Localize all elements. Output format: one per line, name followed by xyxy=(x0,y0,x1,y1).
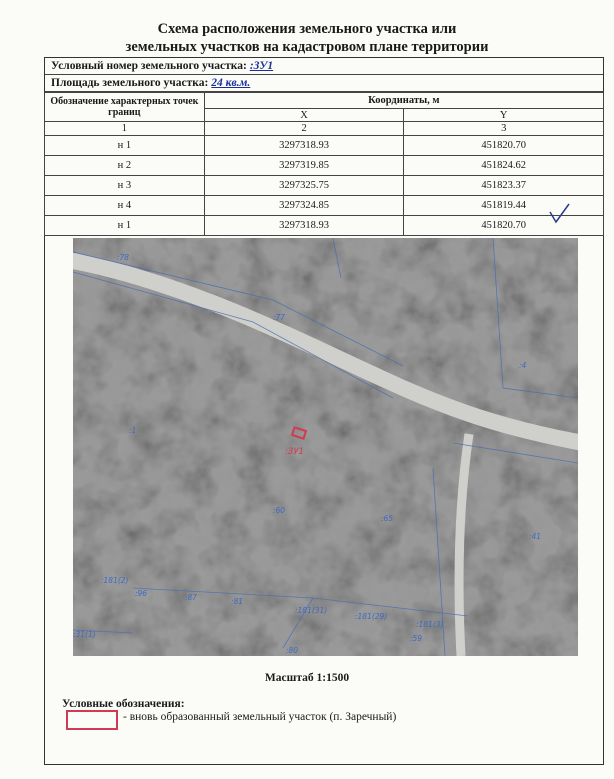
parcel-label: :80 xyxy=(286,646,299,655)
doc-title-line1: Схема расположения земельного участка или xyxy=(157,21,457,37)
table-row xyxy=(45,196,604,216)
x-cell: 3297318.93 xyxy=(204,216,404,236)
legend-item-text: - вновь образованный земельный участок (п. Заречный) xyxy=(123,711,397,723)
cond-number-value: :ЗУ1 xyxy=(249,60,274,72)
cond-number-label: Условный номер земельного участка: xyxy=(51,60,247,72)
parcel-label: :65 xyxy=(381,514,394,523)
parcel-label: :81 xyxy=(231,597,244,606)
point-cell: н 2 xyxy=(45,156,205,176)
table-row xyxy=(45,176,604,196)
check-mark-icon xyxy=(548,202,572,224)
parcel-label: :181(31) xyxy=(295,606,328,615)
cond-number-row xyxy=(45,58,603,75)
area-row xyxy=(45,75,603,92)
legend-title: Условные обозначения: xyxy=(62,698,185,710)
aerial-map xyxy=(73,238,578,656)
coords-header: Координаты, м xyxy=(204,93,603,109)
area-value: 24 кв.м. xyxy=(211,77,251,89)
y-cell: 451820.70 xyxy=(404,216,604,236)
parcel-label: :60 xyxy=(273,506,286,515)
table-row xyxy=(45,216,604,236)
y-header: Y xyxy=(404,109,604,122)
col-num-1: 1 xyxy=(45,122,205,136)
parcel-label: :41 xyxy=(529,532,542,541)
parcel-label: :87 xyxy=(185,593,198,602)
parcel-label: :181(2) xyxy=(101,576,129,585)
x-cell: 3297324.85 xyxy=(204,196,404,216)
point-cell: н 4 xyxy=(45,196,205,216)
x-cell: 3297319.85 xyxy=(204,156,404,176)
x-cell: 3297318.93 xyxy=(204,136,404,156)
parcel-label: :181(3) xyxy=(416,620,444,629)
doc-title-line2: земельных участков на кадастровом плане территории xyxy=(125,39,489,55)
parcel-label: :31(1) xyxy=(73,630,96,639)
parcel-label: :1 xyxy=(129,426,137,435)
y-cell: 451823.37 xyxy=(404,176,604,196)
y-cell: 451819.44 xyxy=(404,196,604,216)
parcel-label: :59 xyxy=(410,634,423,643)
parcel-label: :181(29) xyxy=(355,612,388,621)
parcel-label: :96 xyxy=(135,589,148,598)
parcel-label: :78 xyxy=(117,253,130,262)
x-cell: 3297325.75 xyxy=(204,176,404,196)
terrain-texture xyxy=(73,238,578,656)
coordinates-table xyxy=(44,92,604,236)
map-scale: Масштаб 1:1500 xyxy=(264,672,350,684)
point-cell: н 3 xyxy=(45,176,205,196)
col-num-2: 2 xyxy=(204,122,404,136)
legend-swatch xyxy=(66,710,118,730)
plot-zu1-label: :ЗУ1 xyxy=(285,447,304,457)
map-svg xyxy=(73,238,578,656)
point-header: Обозначение характерных точек границ xyxy=(45,93,205,122)
parcel-label: :4 xyxy=(519,361,527,370)
area-label: Площадь земельного участка: xyxy=(51,77,209,89)
point-cell: н 1 xyxy=(45,216,205,236)
col-num-3: 3 xyxy=(404,122,604,136)
y-cell: 451824.62 xyxy=(404,156,604,176)
table-row xyxy=(45,156,604,176)
y-cell: 451820.70 xyxy=(404,136,604,156)
point-cell: н 1 xyxy=(45,136,205,156)
table-row xyxy=(45,136,604,156)
x-header: X xyxy=(204,109,404,122)
parcel-label: :77 xyxy=(273,313,286,322)
